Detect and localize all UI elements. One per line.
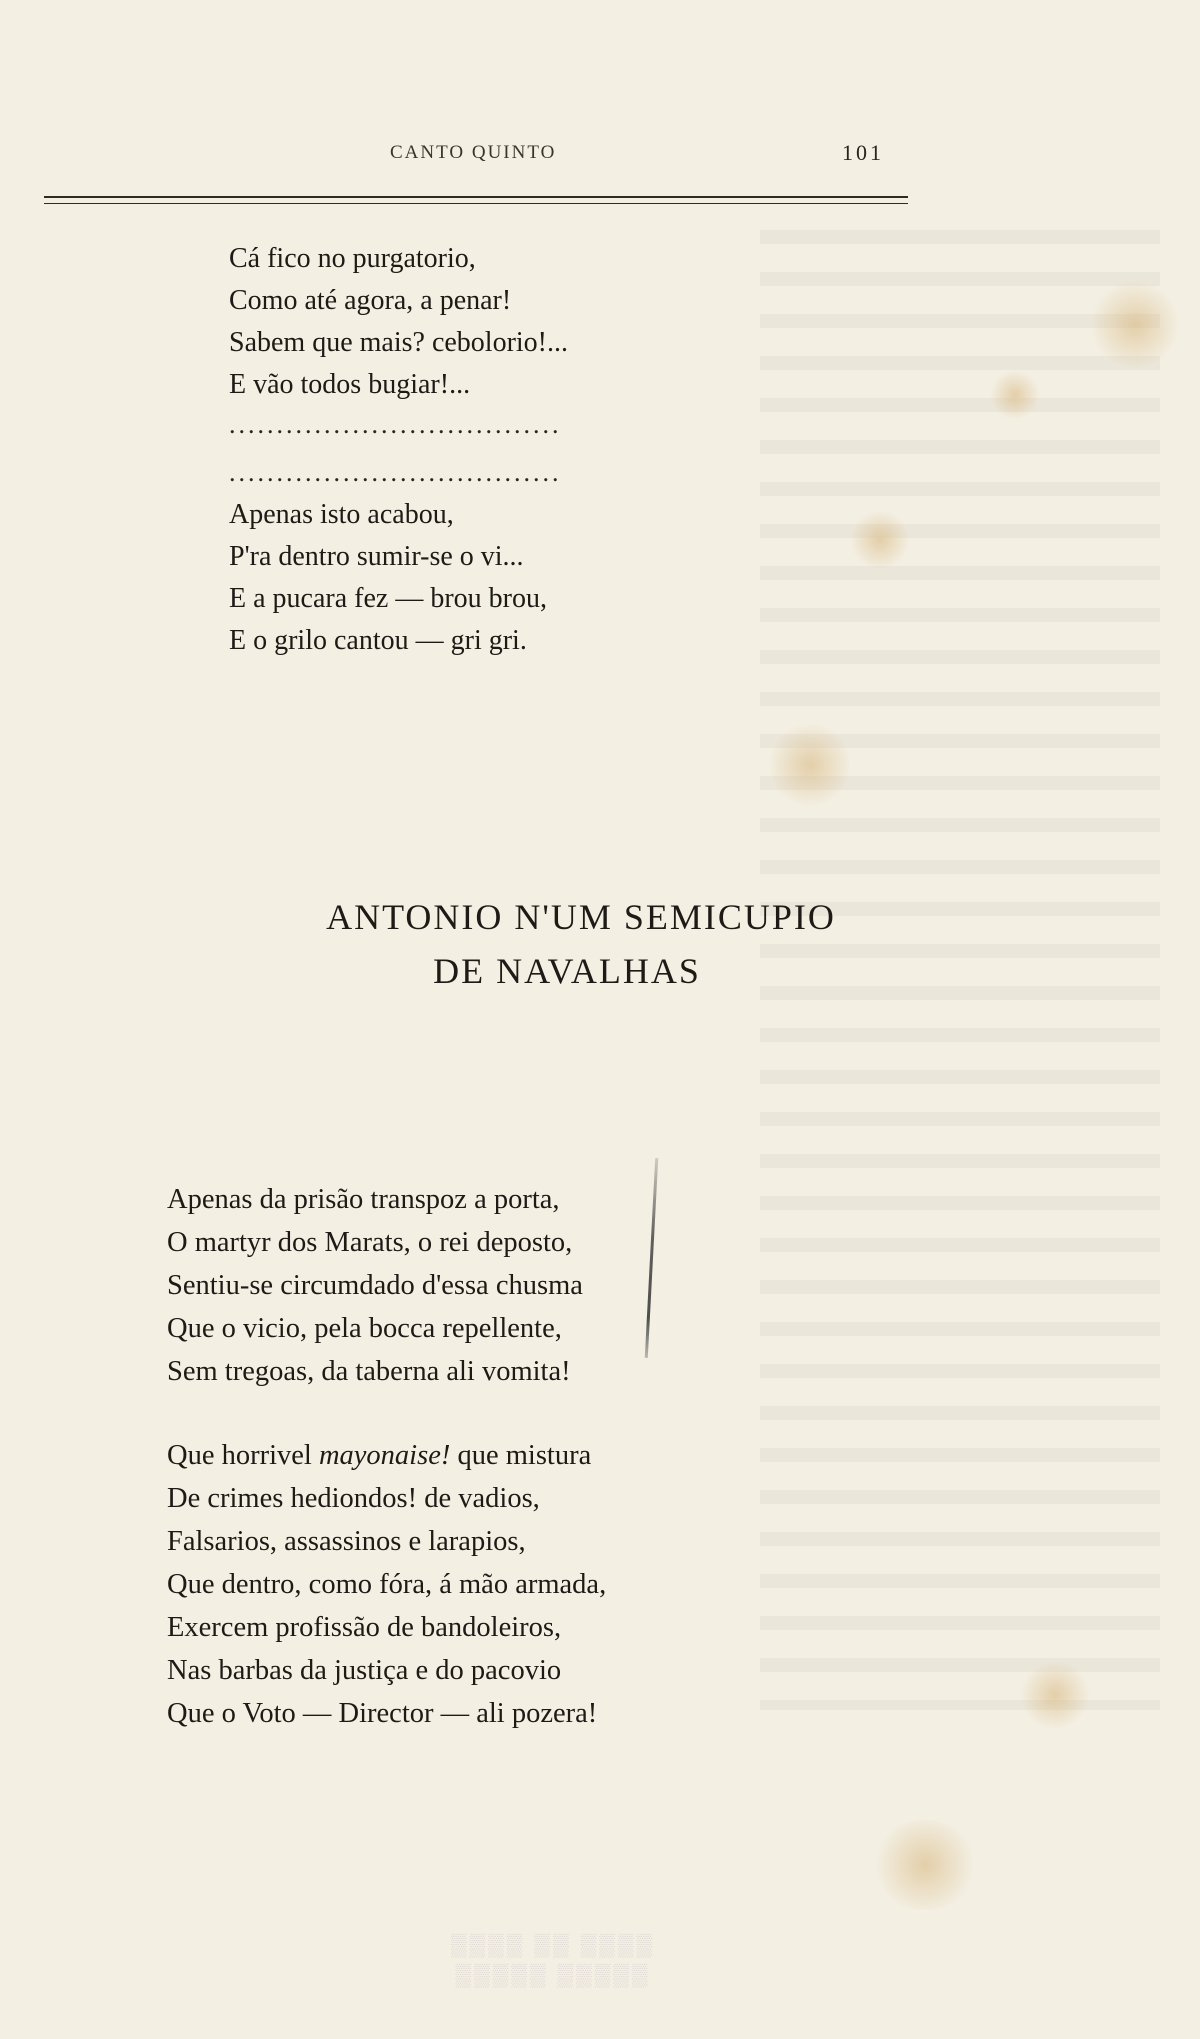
foxing-spot [850, 510, 910, 570]
verse-line: E o grilo cantou — gri gri. [229, 625, 527, 656]
italic-word: mayonaise! [318, 1440, 451, 1471]
verse-line: Falsarios, assassinos e larapios, [167, 1526, 526, 1557]
poem-title-continued: DE NAVALHAS [433, 951, 701, 991]
foxing-spot [770, 720, 850, 810]
verse-line: P'ra dentro sumir-se o vi... [229, 541, 524, 572]
verse-line: O martyr dos Marats, o rei deposto, [167, 1227, 573, 1258]
verse-line: Apenas da prisão transpoz a porta, [167, 1184, 560, 1215]
verse-line: Exercem profissão de bandoleiros, [167, 1612, 562, 1643]
stanza-1 [229, 238, 568, 406]
header-rule-thin [44, 203, 908, 204]
ellipsis-row: ................................... [229, 458, 562, 487]
foxing-spot [990, 370, 1040, 420]
stanza-4 [167, 1434, 606, 1735]
foxing-spot [870, 1820, 980, 1910]
ellipsis-row: ................................... [229, 410, 562, 439]
verse-line: Sem tregoas, da taberna ali vomita! [167, 1356, 571, 1387]
verse-line: E vão todos bugiar!... [229, 369, 471, 400]
verse-line: Que o Voto — Director — ali pozera! [167, 1698, 598, 1729]
verse-line [167, 1434, 606, 1477]
verse-text: que mistura [450, 1440, 592, 1471]
page-number: 101 [842, 140, 884, 165]
verse-line: Cá fico no purgatorio, [229, 243, 476, 274]
verse-line: Que o vicio, pela bocca repellente, [167, 1313, 562, 1344]
header-rule [44, 196, 908, 198]
verse-line: Que dentro, como fóra, á mão armada, [167, 1569, 607, 1600]
verse-line: Apenas isto acabou, [229, 499, 454, 530]
pencil-margin-mark [645, 1158, 658, 1358]
stanza-2 [229, 494, 547, 662]
verse-line: Como até agora, a penar! [229, 285, 512, 316]
verse-line: Sabem que mais? cebolorio!... [229, 327, 569, 358]
foxing-spot [1090, 280, 1180, 370]
foxing-spot [1020, 1660, 1090, 1730]
verse-text: Que horrivel [167, 1440, 319, 1471]
verse-line: De crimes hediondos! de vadios, [167, 1483, 540, 1514]
verse-line: Nas barbas da justiça e do pacovio [167, 1655, 562, 1686]
running-head: CANTO QUINTO [390, 142, 557, 163]
library-stamp: ▒▒▒▒ ▒▒ ▒▒▒▒ ▒▒▒▒▒ ▒▒▒▒▒ [450, 1932, 656, 1987]
stanza-3 [167, 1178, 583, 1393]
verse-line: E a pucara fez — brou brou, [229, 583, 547, 614]
verse-line: Sentiu-se circumdado d'essa chusma [167, 1270, 583, 1301]
poem-title: ANTONIO N'UM SEMICUPIO [326, 897, 836, 937]
